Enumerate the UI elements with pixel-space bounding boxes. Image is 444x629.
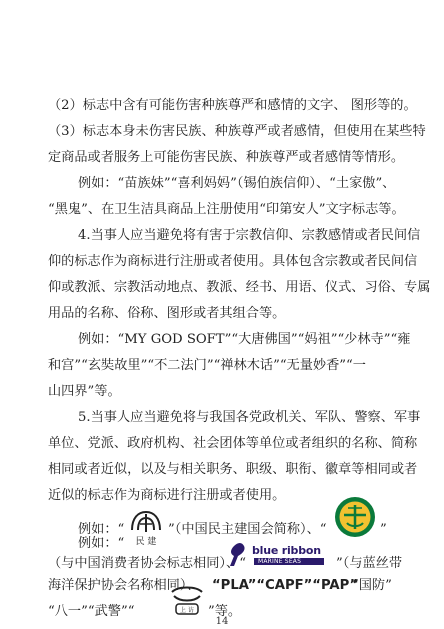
example-row1-prefix: 例如：“ [78, 522, 125, 537]
example-prefix: 例如：“ [78, 536, 125, 551]
example-row3-codes: “PLA”“CAPF”“PAP” [212, 578, 359, 593]
example-row2-left: （与中国消费者协会标志相同）、“ [48, 556, 246, 571]
paragraph-line: 4.当事人应当避免将有害于宗教信仰、宗教感情或者民间信 [78, 228, 421, 243]
minjian-logo-text: 民 建 [135, 537, 157, 547]
consumer-association-logo [334, 496, 376, 538]
example-row4-right: ”等。 [208, 604, 242, 619]
paragraph-line: 近似的标志作为商标进行注册或者使用。 [48, 488, 286, 503]
blue-ribbon-logo-text: blue ribbon [252, 544, 321, 557]
paragraph-line: 例如：“MY GOD SOFT”“大唐佛国”“妈祖”“少林寺”“雍 [78, 332, 411, 347]
example-row2-right: ”（与蓝丝带 [336, 556, 403, 571]
blue-ribbon-logo [224, 540, 328, 568]
paragraph-line: 仰的标志作为商标进行注册或者使用。具体包含宗教或者民间信 [48, 254, 418, 269]
example-row4-left: “八一”“武警”“ [48, 604, 135, 619]
paragraph-line: 用品的名称、俗称、图形或者其组合等。 [48, 306, 286, 321]
example-row3-prefix: 海洋保护协会名称相同）、 [48, 578, 200, 593]
blue-ribbon-logo-subtext: MARINE SEAS [258, 558, 302, 565]
paragraph-line: 定商品或者服务上可能伤害民族、种族尊严或者感情等情形。 [48, 150, 405, 165]
example-row3-suffix: “国防” [352, 578, 392, 593]
page-number: 14 [215, 616, 229, 627]
paragraph-line: 山四界”等。 [48, 384, 121, 399]
paragraph-line: 5.当事人应当避免将与我国各党政机关、军队、警察、军事 [78, 410, 421, 425]
example-row1-middle: ”（中国民主建国会简称）、“ [168, 522, 327, 537]
paragraph-line: 相同或者近似，以及与相关职务、职级、职衔、徽章等相同或者 [48, 462, 418, 477]
paragraph-line: 例如：“苗族妹”“喜利妈妈”（锡伯族信仰）、“土家傲”、 [78, 176, 396, 191]
armed-police-logo [168, 584, 206, 616]
paragraph-line: 仰或教派、宗教活动地点、教派、经书、用语、仪式、习俗、专属 [48, 280, 431, 295]
paragraph-line: “黑鬼”、在卫生洁具商品上注册使用“印第安人”文字标志等。 [48, 202, 405, 217]
armed-police-logo-text: 上 访 [180, 607, 194, 614]
paragraph-line: （3）标志本身未伤害民族、种族尊严或者感情，但使用在某些特 [48, 124, 426, 139]
example-row1-suffix: ” [380, 522, 387, 537]
paragraph-line: 和宫”“玄奘故里”“不二法门”“禅林木话”“无量妙香”“一 [48, 358, 366, 373]
paragraph-line: （2）标志中含有可能伤害种族尊严和感情的文字、 图形等的。 [48, 98, 417, 113]
consumer-association-emblem-icon [334, 496, 376, 538]
paragraph-line: 单位、党派、政府机构、社会团体等单位或者组织的名称、简称 [48, 436, 418, 451]
minjian-logo [126, 508, 166, 548]
